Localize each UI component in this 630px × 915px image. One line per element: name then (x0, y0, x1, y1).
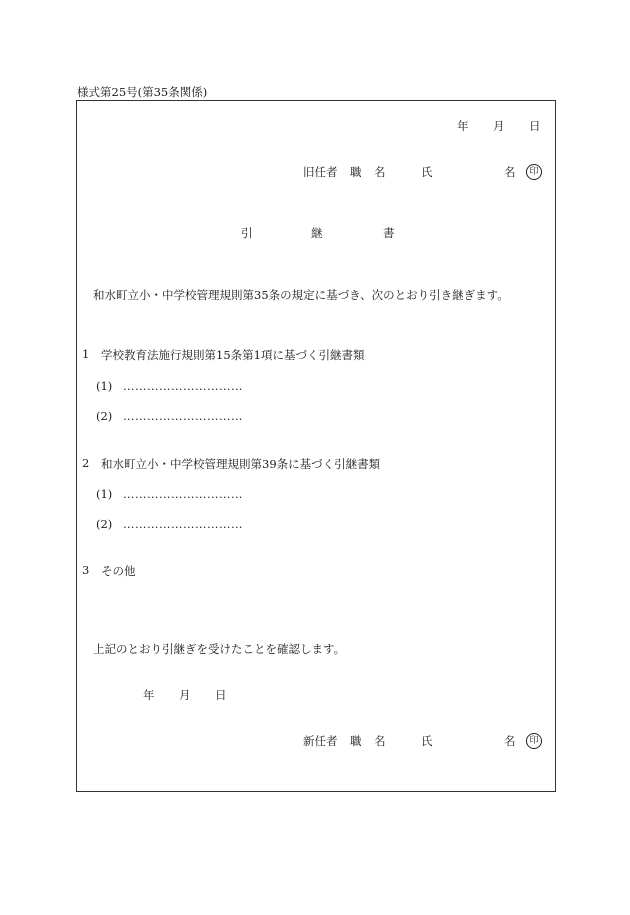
section-1-heading: 学校教育法施行規則第15条第1項に基づく引継書類 (101, 348, 365, 362)
title-char-1: 引 (241, 226, 253, 240)
predecessor-seal-icon: 印 (526, 164, 542, 180)
footer-date-month: 月 (179, 688, 191, 702)
footer-date-year: 年 (143, 688, 155, 702)
successor-role: 新任者 (303, 734, 338, 748)
predecessor-name-label-2: 名 (504, 165, 516, 179)
section-3-number: 3 (82, 563, 90, 577)
predecessor-post-label: 職 (350, 165, 362, 179)
section-1-item-2-number: (2) (96, 409, 113, 423)
successor-post-label: 職 (350, 734, 362, 748)
successor-name-label-2: 名 (504, 734, 516, 748)
predecessor-name-label: 氏 (421, 165, 433, 179)
successor-post-label-2: 名 (374, 734, 386, 748)
intro-text: 和水町立小・中学校管理規則第35条の規定に基づき、次のとおり引き継ぎます。 (93, 288, 509, 302)
section-2-number: 2 (82, 456, 90, 470)
section-1-item-2-dots: ………………………… (123, 409, 243, 423)
confirmation-text: 上記のとおり引継ぎを受けたことを確認します。 (93, 642, 346, 656)
header-date-day: 日 (529, 119, 541, 133)
successor-seal-icon: 印 (526, 733, 542, 749)
section-3-heading: その他 (101, 564, 136, 578)
section-1-item-1-dots: ………………………… (123, 379, 243, 393)
header-date-year: 年 (457, 119, 469, 133)
footer-date-day: 日 (215, 688, 227, 702)
section-1-number: 1 (82, 347, 90, 361)
section-1-item-1-number: (1) (96, 379, 113, 393)
title-char-3: 書 (383, 226, 395, 240)
section-2-item-2-number: (2) (96, 517, 113, 531)
form-number: 様式第25号(第35条関係) (77, 85, 208, 99)
successor-name-label: 氏 (421, 734, 433, 748)
section-2-heading: 和水町立小・中学校管理規則第39条に基づく引継書類 (101, 457, 381, 471)
section-2-item-1-number: (1) (96, 487, 113, 501)
header-date-month: 月 (493, 119, 505, 133)
predecessor-role: 旧任者 (303, 165, 338, 179)
title-char-2: 継 (311, 226, 323, 240)
section-2-item-2-dots: ………………………… (123, 517, 243, 531)
predecessor-post-label-2: 名 (374, 165, 386, 179)
document-frame (76, 100, 556, 792)
section-2-item-1-dots: ………………………… (123, 487, 243, 501)
